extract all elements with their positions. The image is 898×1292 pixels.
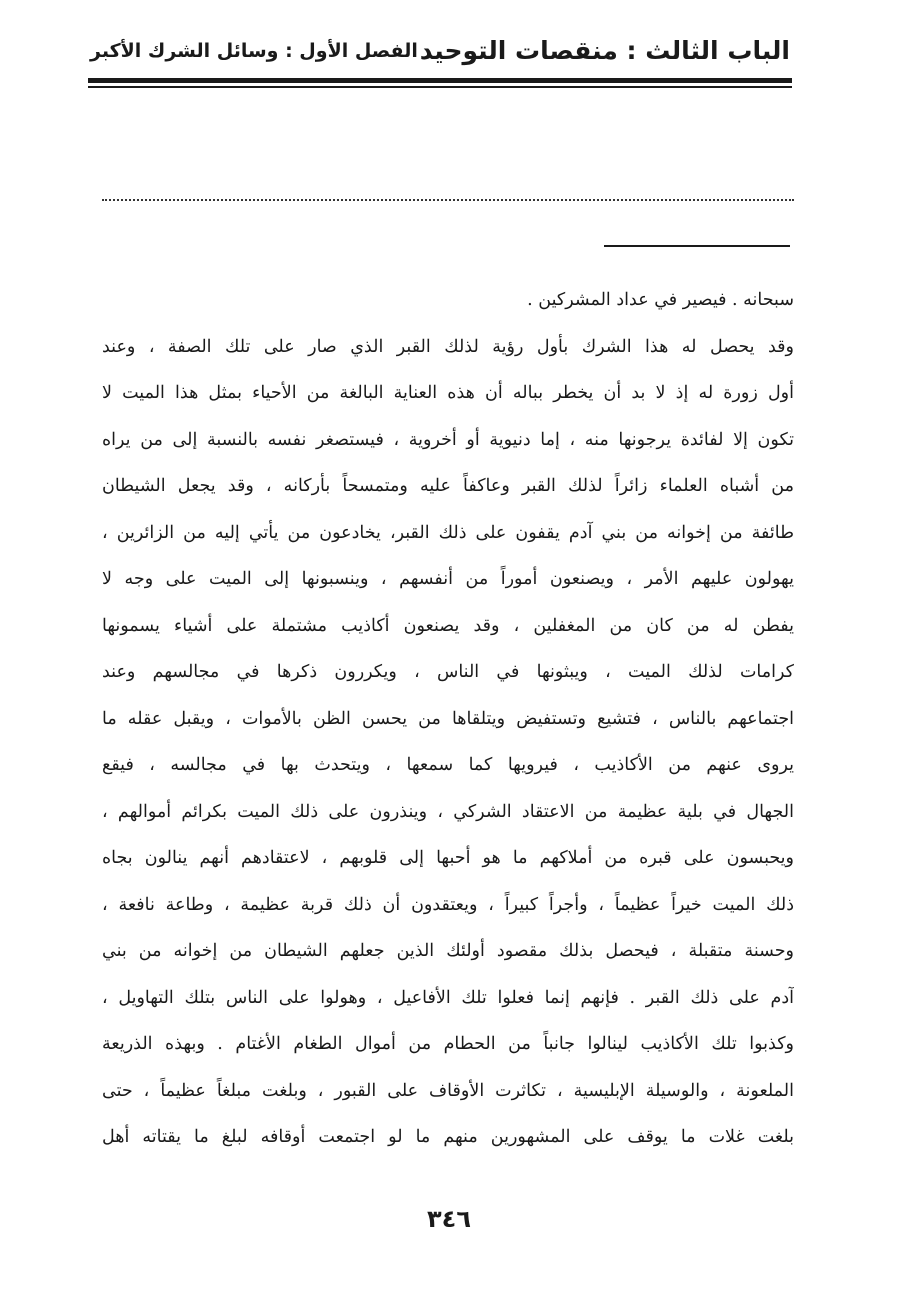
- body-text: [102, 277, 794, 1161]
- text-line: ويحبسون على قبره من أملاكهم ما هو أحبها إلى قلوبهم ، لاعتقادهم أنهم ينالون بجاه: [102, 848, 794, 868]
- header-rule-thin: [88, 86, 792, 88]
- footnote-rule: [604, 245, 790, 247]
- text-line: اجتماعهم بالناس ، فتشيع وتستفيض ويتلقاها من يحسن الظن بالأموات ، ويقبل عقله ما: [102, 708, 794, 729]
- text-line: أول زورة له إذ لا بد أن يخطر بباله أن هذه العناية البالغة من الأحياء بمثل هذا الميت لا: [102, 383, 794, 403]
- text-line: يفطن له من كان من المغفلين ، وقد يصنعون أكاذيب مشتملة على أشياء يسمونها: [102, 615, 794, 636]
- chapter-title: الفصل الأول : وسائل الشرك الأكبر: [90, 40, 418, 62]
- text-line: تكون إلا لفائدة يرجونها منه ، إما دنيوية أو أخروية ، فيستصغر نفسه بالنسبة إلى من يراه: [102, 429, 794, 450]
- text-line: آدم على ذلك القبر . فإنهم إنما فعلوا تلك الأفاعيل ، وهولوا على الناس بتلك التهاويل ،: [102, 987, 794, 1008]
- text-line: طائفة من إخوانه من بني آدم يقفون على ذلك القبر، يخادعون من يأتي إليه من الزائرين ،: [102, 522, 794, 543]
- text-line: بلغت غلات ما يوقف على المشهورين منهم ما لو اجتمعت أوقافه لبلغ ما يقتاته أهل: [102, 1127, 794, 1147]
- text-line: وقد يحصل له هذا الشرك بأول رؤية لذلك القبر الذي صار على تلك الصفة ، وعند: [102, 336, 794, 357]
- text-line: يهولون عليهم الأمر ، ويصنعون أموراً من أنفسهم ، وينسبونها إلى الميت على وجه لا: [102, 569, 794, 589]
- page-number: ٣٤٦: [427, 1205, 471, 1233]
- text-line: وكذبوا تلك الأكاذيب لينالوا جانباً من الحطام من أموال الطغام الأغتام . وبهذه الذريعة: [102, 1034, 794, 1054]
- header-rule-thick: [88, 78, 792, 83]
- text-line: كرامات لذلك الميت ، ويبثونها في الناس ، ويكررون ذكرها في مجالسهم وعند: [102, 662, 794, 682]
- running-header: [90, 36, 790, 72]
- dotted-separator: [102, 199, 794, 201]
- text-line: الملعونة ، والوسيلة الإبليسية ، تكاثرت الأوقاف على القبور ، وبلغت مبلغاً عظيماً ، حتى: [102, 1080, 794, 1101]
- text-line: سبحانه . فيصير في عداد المشركين .: [527, 290, 794, 310]
- text-line: ذلك الميت خيراً عظيماً ، وأجراً كبيراً ، ويعتقدون أن ذلك قربة عظيمة ، وطاعة نافعة ،: [102, 894, 794, 915]
- text-line: وحسنة متقبلة ، فيحصل بذلك مقصود أولئك الذين جعلهم الشيطان من إخوانه من بني: [102, 941, 794, 961]
- text-line: يروى عنهم من الأكاذيب ، فيرويها كما سمعها ، ويتحدث بها في مجالسه ، فيقع: [102, 755, 794, 775]
- part-title: الباب الثالث : منقصات التوحيد: [419, 36, 790, 65]
- text-line: من أشباه العلماء زائراً لذلك القبر وعاكفاً عليه ومتمسحاً بأركانه ، وقد يجعل الشيطان: [102, 476, 794, 496]
- text-line: الجهال في بلية عظيمة من الاعتقاد الشركي ، وينذرون على ذلك الميت بكرائم أموالهم ،: [102, 801, 794, 822]
